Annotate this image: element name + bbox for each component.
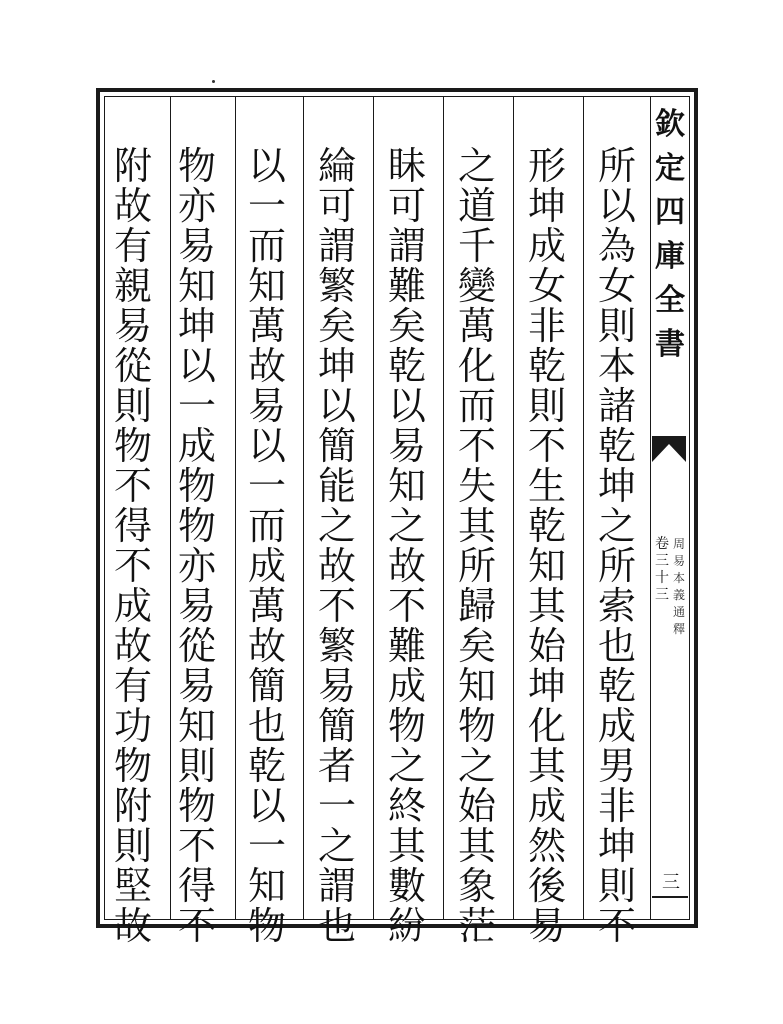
character: 後 [527,864,566,908]
character: 則 [113,384,152,428]
character: 千 [457,224,496,268]
character: 始 [527,624,566,668]
character: 故 [113,624,152,668]
character: 物 [247,904,286,948]
character: 萬 [247,304,286,348]
banner-character: 十 [655,570,669,586]
column-divider [303,96,304,920]
leaf-number: 三 [662,872,680,893]
text-column [516,144,578,948]
banner-character: 四 [655,195,685,230]
banner-character: 釋 [672,622,685,636]
character: 易 [247,384,286,428]
character: 非 [597,784,636,828]
character: 也 [317,904,356,948]
book-subtitle [672,536,686,638]
character: 始 [457,784,496,828]
character: 附 [113,784,152,828]
character: 眛 [387,144,426,188]
character: 生 [527,464,566,508]
character: 易 [113,304,152,348]
character: 謂 [387,224,426,268]
text-column [236,144,298,948]
character: 其 [527,584,566,628]
character: 知 [457,664,496,708]
text-column [586,144,648,948]
character: 知 [247,864,286,908]
text-column [166,144,228,948]
character: 功 [113,704,152,748]
character: 者 [317,744,356,788]
leaf-rule [652,896,688,898]
character: 難 [387,624,426,668]
character: 以 [247,784,286,828]
character: 歸 [457,584,496,628]
character: 所 [597,144,636,188]
character: 非 [527,304,566,348]
character: 數 [387,864,426,908]
character: 以 [387,384,426,428]
character: 故 [113,184,152,228]
character: 故 [387,544,426,588]
character: 女 [597,264,636,308]
character: 成 [527,224,566,268]
character: 一 [247,464,286,508]
character: 物 [177,464,216,508]
character: 矣 [457,624,496,668]
character: 所 [457,544,496,588]
character: 故 [317,544,356,588]
banner-character: 三 [655,587,669,603]
character: 象 [457,864,496,908]
character: 易 [527,904,566,948]
character: 坤 [597,464,636,508]
banner-character: 庫 [655,239,685,274]
character: 易 [317,664,356,708]
character: 男 [597,744,636,788]
character: 其 [457,824,496,868]
character: 一 [177,384,216,428]
character: 坤 [527,184,566,228]
character: 簡 [317,424,356,468]
character: 矣 [317,304,356,348]
character: 則 [597,864,636,908]
character: 得 [177,864,216,908]
character: 亦 [177,544,216,588]
character: 坤 [317,344,356,388]
character: 乾 [247,744,286,788]
character: 物 [387,704,426,748]
banner-character: 易 [672,554,685,568]
character: 物 [113,424,152,468]
character: 而 [457,384,496,428]
character: 坤 [597,824,636,868]
character: 所 [597,544,636,588]
banner-character: 欽 [655,107,685,142]
character: 化 [457,344,496,388]
character: 親 [113,264,152,308]
character: 則 [597,304,636,348]
character: 附 [113,144,152,188]
character: 索 [597,584,636,628]
character: 之 [317,824,356,868]
character: 可 [387,184,426,228]
character: 之 [387,744,426,788]
character: 乾 [387,344,426,388]
character: 化 [527,704,566,748]
character: 以 [597,184,636,228]
character: 知 [247,264,286,308]
character: 為 [597,224,636,268]
character: 易 [387,424,426,468]
character: 物 [177,784,216,828]
banner-character: 三 [655,553,669,569]
character: 可 [317,184,356,228]
banner-title [650,106,690,406]
character: 然 [527,824,566,868]
character: 綸 [317,144,356,188]
banner-column [650,96,690,920]
character: 而 [247,504,286,548]
character: 而 [247,224,286,268]
character: 萬 [457,304,496,348]
character: 成 [597,704,636,748]
character: 物 [113,744,152,788]
banner-character: 書 [655,327,685,362]
character: 矣 [387,304,426,348]
character: 乾 [527,504,566,548]
banner-character: 全 [655,283,685,318]
character: 有 [113,224,152,268]
character: 知 [387,464,426,508]
banner-character: 本 [672,571,685,585]
character: 其 [527,744,566,788]
character: 成 [113,584,152,628]
character: 萬 [247,584,286,628]
text-column [376,144,438,948]
character: 以 [247,424,286,468]
character: 亦 [177,184,216,228]
character: 故 [113,904,152,948]
character: 紛 [387,904,426,948]
character: 易 [177,584,216,628]
character: 終 [387,784,426,828]
banner-character: 周 [672,537,685,551]
character: 也 [247,704,286,748]
character: 知 [177,264,216,308]
volume-label [654,536,670,604]
character: 之 [317,504,356,548]
character: 乾 [597,424,636,468]
character: 不 [113,464,152,508]
character: 不 [177,824,216,868]
character: 能 [317,464,356,508]
character: 失 [457,464,496,508]
character: 其 [387,824,426,868]
banner-character: 義 [672,588,685,602]
character: 女 [527,264,566,308]
character: 故 [247,624,286,668]
character: 之 [457,144,496,188]
character: 變 [457,264,496,308]
fish-tail-mark-icon [652,436,686,462]
character: 以 [247,144,286,188]
character: 成 [387,664,426,708]
character: 也 [597,624,636,668]
character: 其 [457,504,496,548]
character: 則 [113,824,152,868]
character: 物 [177,504,216,548]
character: 一 [247,824,286,868]
character: 道 [457,184,496,228]
character: 則 [527,384,566,428]
column-divider [443,96,444,920]
banner-character: 定 [655,151,685,186]
character: 之 [457,744,496,788]
character: 成 [247,544,286,588]
character: 不 [113,544,152,588]
character: 坤 [177,304,216,348]
character: 得 [113,504,152,548]
character: 有 [113,664,152,708]
character: 謂 [317,864,356,908]
text-column [306,144,368,948]
character: 不 [387,584,426,628]
character: 故 [247,344,286,388]
character: 知 [177,704,216,748]
character: 堅 [113,864,152,908]
text-column [446,144,508,948]
character: 乾 [597,664,636,708]
character: 一 [247,184,286,228]
character: 諸 [597,384,636,428]
character: 易 [177,664,216,708]
character: 繁 [317,624,356,668]
banner-character: 通 [672,605,685,619]
text-column [102,144,164,948]
character: 本 [597,344,636,388]
character: 之 [387,504,426,548]
character: 成 [177,424,216,468]
column-divider [513,96,514,920]
character: 乾 [527,344,566,388]
character: 之 [597,504,636,548]
character: 不 [527,424,566,468]
character: 則 [177,744,216,788]
character: 繁 [317,264,356,308]
character: 從 [177,624,216,668]
banner-character: 卷 [655,536,669,552]
character: 物 [177,144,216,188]
column-divider [583,96,584,920]
character: 成 [527,784,566,828]
character: 以 [317,384,356,428]
character: 茫 [457,904,496,948]
character: 簡 [247,664,286,708]
character: 不 [177,904,216,948]
character: 簡 [317,704,356,748]
ink-speck [212,80,215,83]
character: 形 [527,144,566,188]
character: 難 [387,264,426,308]
character: 物 [457,704,496,748]
character: 不 [597,904,636,948]
character: 一 [317,784,356,828]
character: 不 [317,584,356,628]
character: 坤 [527,664,566,708]
character: 謂 [317,224,356,268]
character: 易 [177,224,216,268]
character: 以 [177,344,216,388]
column-divider [373,96,374,920]
character: 從 [113,344,152,388]
character: 知 [527,544,566,588]
character: 不 [457,424,496,468]
